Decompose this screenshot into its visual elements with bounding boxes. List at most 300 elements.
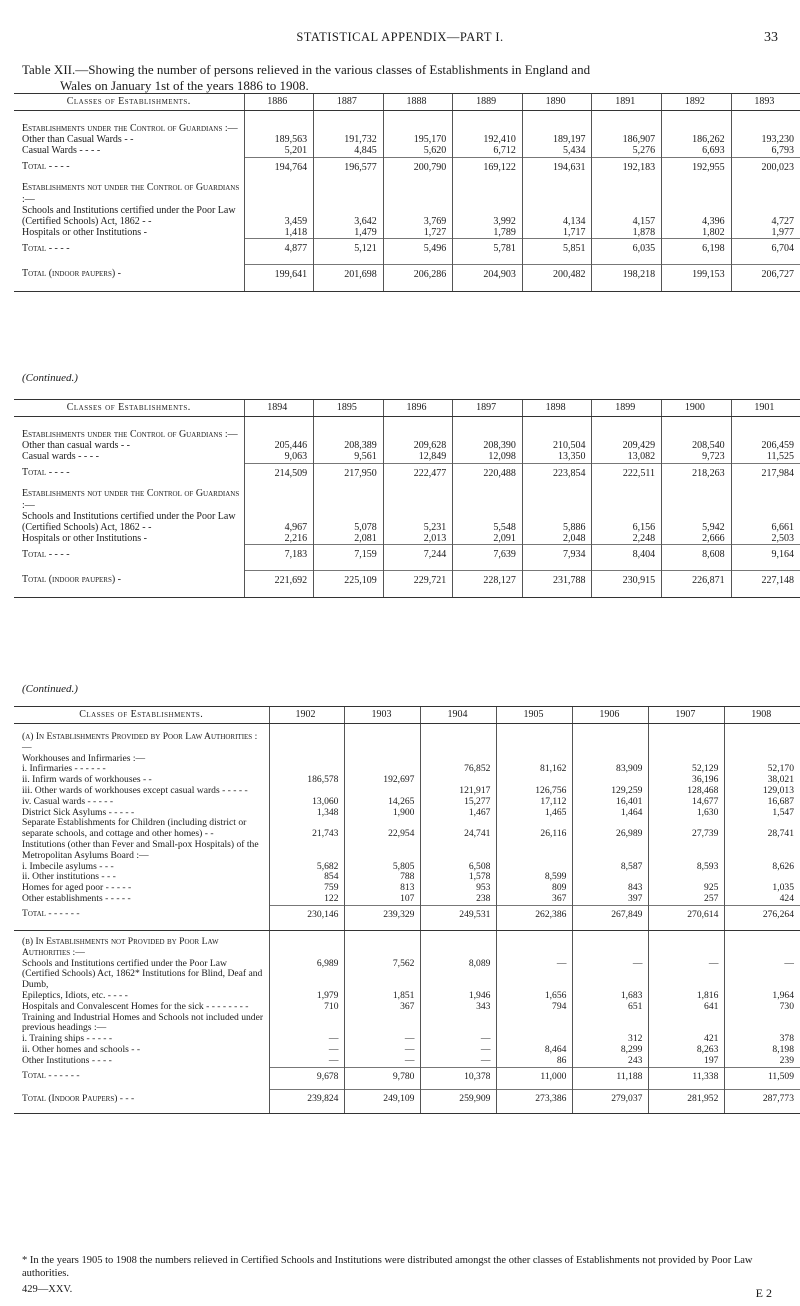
cell: 231,788 [522, 570, 592, 598]
year-header: 1899 [592, 400, 662, 417]
cell: 16,687 [725, 797, 800, 808]
table-row [14, 894, 800, 905]
row-label: Other establishments - - - - - [22, 892, 131, 904]
row-label: Casual Wards - - - - [22, 145, 101, 157]
cell: 7,562 [345, 959, 421, 991]
cell: 239,329 [345, 905, 421, 930]
cell: 5,434 [522, 145, 592, 157]
group-heading: Establishments not under the Control of Guardians :— [22, 182, 240, 205]
row-label: Total - - - - [22, 548, 70, 560]
cell: 218,263 [662, 463, 732, 488]
cell: — [269, 1056, 345, 1067]
cell: 200,482 [522, 264, 592, 292]
cell: 13,082 [592, 451, 662, 463]
cell: 3,769 [383, 205, 453, 227]
cell: 5,682 [269, 862, 345, 873]
cell: 13,350 [522, 451, 592, 463]
table-title [22, 62, 792, 94]
cell: 249,531 [421, 905, 497, 930]
running-header [0, 30, 800, 50]
cell: 5,942 [662, 511, 732, 533]
cell: 5,886 [522, 511, 592, 533]
row-label: Total - - - - [22, 242, 70, 254]
group-heading: Establishments not under the Control of Guardians :— [22, 488, 240, 511]
cell: 7,934 [522, 545, 592, 570]
cell: 221,692 [244, 570, 314, 598]
cell: 196,577 [314, 157, 384, 182]
cell: 192,955 [662, 157, 732, 182]
year-header: 1902 [269, 707, 345, 724]
cell: 169,122 [453, 157, 523, 182]
cell: 204,903 [453, 264, 523, 292]
cell: 186,262 [662, 134, 732, 145]
cell: 2,248 [592, 533, 662, 545]
cell: 17,112 [497, 797, 573, 808]
cell: 129,259 [573, 786, 649, 797]
cell: 52,129 [649, 764, 725, 775]
cell: 259,909 [421, 1090, 497, 1113]
row-label: Separate Establishments for Children (including district or separate schools, and cottage and other homes) - - [22, 817, 247, 840]
cell: 217,984 [731, 463, 800, 488]
cell: 107 [345, 894, 421, 905]
cell: 192,697 [345, 775, 421, 786]
cell: 1,878 [592, 227, 662, 239]
group-heading: Establishments under the Control of Guardians :— [22, 123, 238, 134]
year-header: 1891 [592, 94, 662, 111]
cell: 641 [649, 1002, 725, 1013]
cell: 5,620 [383, 145, 453, 157]
cell: 424 [725, 894, 800, 905]
cell: 6,693 [662, 145, 732, 157]
table-row [14, 818, 800, 840]
cell: 199,641 [244, 264, 314, 292]
cell: — [421, 1056, 497, 1067]
cell: 9,723 [662, 451, 732, 463]
continued-note: (Continued.) [22, 683, 78, 695]
cell: 21,743 [269, 818, 345, 840]
cell: 5,851 [522, 239, 592, 264]
cell: 1,630 [649, 808, 725, 819]
cell: 8,198 [725, 1045, 800, 1056]
cell: 759 [269, 883, 345, 894]
table-title-line2: Wales on January 1st of the years 1886 to 1908. [60, 78, 309, 93]
cell: 6,156 [592, 511, 662, 533]
cell: 8,599 [497, 872, 573, 883]
cell: 1,964 [725, 991, 800, 1002]
cell: 2,503 [731, 533, 800, 545]
cell: 8,593 [649, 862, 725, 873]
total-row [14, 239, 800, 264]
cell: 9,063 [244, 451, 314, 463]
cell: — [421, 1045, 497, 1056]
cell: 4,877 [244, 239, 314, 264]
year-header: 1904 [421, 707, 497, 724]
cell: 9,164 [731, 545, 800, 570]
row-label: Total (indoor paupers) - [14, 264, 244, 292]
cell: 2,216 [244, 533, 314, 545]
cell: 126,756 [497, 786, 573, 797]
cell: 238 [421, 894, 497, 905]
cell: 205,446 [244, 440, 314, 451]
group-heading: (b) In Establishments not Provided by Poor Law Authorities :— [22, 936, 219, 958]
year-header: 1896 [383, 400, 453, 417]
cell: 195,170 [383, 134, 453, 145]
cell: 5,548 [453, 511, 523, 533]
cell: 12,098 [453, 451, 523, 463]
cell: 210,504 [522, 440, 592, 451]
row-label: i. Infirmaries - - - - - - [22, 763, 106, 775]
cell: 200,790 [383, 157, 453, 182]
cell: 312 [573, 1034, 649, 1045]
cell: 5,496 [383, 239, 453, 264]
cell: 5,276 [592, 145, 662, 157]
row-label: Schools and Institutions certified under the Poor Law (Certified Schools) Act, 1862* Institutions for Blind, Deaf and Dumb, [22, 957, 263, 991]
cell: 121,917 [421, 786, 497, 797]
cell: 1,683 [573, 991, 649, 1002]
cell: 14,265 [345, 797, 421, 808]
row-label: Total (Indoor Paupers) - - - [14, 1090, 269, 1113]
cell: 52,170 [725, 764, 800, 775]
cell: 8,587 [573, 862, 649, 873]
cell: — [573, 959, 649, 991]
cell: 4,845 [314, 145, 384, 157]
cell: 6,793 [731, 145, 800, 157]
cell: 26,989 [573, 818, 649, 840]
cell: 6,704 [731, 239, 800, 264]
cell: — [269, 1034, 345, 1045]
row-label: Schools and Institutions certified under the Poor Law (Certified Schools) Act, 1862 - - [22, 510, 236, 533]
cell: 128,468 [649, 786, 725, 797]
cell: 1,467 [421, 808, 497, 819]
total-row [14, 1067, 800, 1090]
cell: 7,183 [244, 545, 314, 570]
cell: 214,509 [244, 463, 314, 488]
cell: 8,608 [662, 545, 732, 570]
cell: 222,511 [592, 463, 662, 488]
cell: 8,464 [497, 1045, 573, 1056]
cell: 788 [345, 872, 421, 883]
cell: 249,109 [345, 1090, 421, 1113]
table-row [14, 451, 800, 463]
cell: 243 [573, 1056, 649, 1067]
table-row [14, 440, 800, 451]
cell: 10,378 [421, 1067, 497, 1090]
cell: — [497, 959, 573, 991]
cell: 2,048 [522, 533, 592, 545]
cell: 925 [649, 883, 725, 894]
cell: 11,525 [731, 451, 800, 463]
cell: 8,263 [649, 1045, 725, 1056]
cell: 6,198 [662, 239, 732, 264]
cell: 11,000 [497, 1067, 573, 1090]
cell: 854 [269, 872, 345, 883]
year-header: 1905 [497, 707, 573, 724]
subgroup-heading: Institutions (other than Fever and Small-pox Hospitals) of the Metropolitan Asylums Board :— [22, 838, 259, 861]
cell: 27,739 [649, 818, 725, 840]
row-label: Hospitals and Convalescent Homes for the sick - - - - - - - - [22, 1000, 249, 1012]
cell: — [649, 959, 725, 991]
cell: 2,666 [662, 533, 732, 545]
cell: 843 [573, 883, 649, 894]
year-header: 1895 [314, 400, 384, 417]
cell: 378 [725, 1034, 800, 1045]
cell: 5,231 [383, 511, 453, 533]
group-heading: (a) In Establishments Provided by Poor Law Authorities :— [22, 731, 258, 753]
cell: 192,183 [592, 157, 662, 182]
cell: 1,979 [269, 991, 345, 1002]
cell: 6,712 [453, 145, 523, 157]
row-label: i. Imbecile asylums - - - [22, 860, 114, 872]
cell: 2,091 [453, 533, 523, 545]
cell: 367 [497, 894, 573, 905]
cell: 81,162 [497, 764, 573, 775]
cell: 5,121 [314, 239, 384, 264]
cell: 230,915 [592, 570, 662, 598]
cell: 1,418 [244, 227, 314, 239]
cell: 813 [345, 883, 421, 894]
cell: 730 [725, 1002, 800, 1013]
cell: 206,459 [731, 440, 800, 451]
row-label: Total - - - - [22, 161, 70, 173]
cell: 267,849 [573, 905, 649, 930]
row-label: Hospitals or other Institutions - [22, 533, 147, 545]
cell: 1,977 [731, 227, 800, 239]
cell: 343 [421, 1002, 497, 1013]
cell: 189,563 [244, 134, 314, 145]
year-header: 1907 [649, 707, 725, 724]
table-title-line1: Table XII.—Showing the number of persons relieved in the various classes of Establishments in England and [22, 62, 591, 77]
grand-total-row [14, 264, 800, 292]
cell: 13,060 [269, 797, 345, 808]
cell: 16,401 [573, 797, 649, 808]
cell: 200,023 [731, 157, 800, 182]
cell: 6,989 [269, 959, 345, 991]
cell: 281,952 [649, 1090, 725, 1113]
total-row [14, 463, 800, 488]
cell: 1,802 [662, 227, 732, 239]
cell: 3,992 [453, 205, 523, 227]
cell: 201,698 [314, 264, 384, 292]
total-row [14, 905, 800, 930]
table-1886-1893 [14, 93, 800, 292]
table-row [14, 511, 800, 533]
cell: 4,134 [522, 205, 592, 227]
cell: 1,035 [725, 883, 800, 894]
cell: 1,946 [421, 991, 497, 1002]
cell: 225,109 [314, 570, 384, 598]
year-header: 1894 [244, 400, 314, 417]
cell: 9,780 [345, 1067, 421, 1090]
cell: 8,089 [421, 959, 497, 991]
cell: 287,773 [725, 1090, 800, 1113]
cell: 1,900 [345, 808, 421, 819]
cell: 186,907 [592, 134, 662, 145]
row-label: Total - - - - - - [14, 905, 269, 930]
year-header: 1906 [573, 707, 649, 724]
cell: 953 [421, 883, 497, 894]
year-header: 1900 [662, 400, 732, 417]
row-label: iii. Other wards of workhouses except casual wards - - - - - [22, 784, 248, 796]
table-row [14, 205, 800, 227]
total-row [14, 545, 800, 570]
cell: — [269, 1045, 345, 1056]
cell: 229,721 [383, 570, 453, 598]
cell: — [345, 1056, 421, 1067]
cell: 262,386 [497, 905, 573, 930]
cell: 4,157 [592, 205, 662, 227]
continued-note: (Continued.) [22, 372, 78, 384]
row-label: i. Training ships - - - - - [22, 1033, 113, 1045]
row-label: ii. Infirm wards of workhouses - - [22, 774, 152, 786]
cell: 1,479 [314, 227, 384, 239]
cell: 24,741 [421, 818, 497, 840]
running-title: STATISTICAL APPENDIX—PART I. [296, 30, 504, 44]
cell: 1,789 [453, 227, 523, 239]
print-code: 429—XXV. [22, 1284, 73, 1295]
cell: 228,127 [453, 570, 523, 598]
cell: 7,244 [383, 545, 453, 570]
cell: 1,717 [522, 227, 592, 239]
cell: 1,851 [345, 991, 421, 1002]
col-header: Classes of Establishments. [14, 400, 244, 417]
cell: 28,741 [725, 818, 800, 840]
row-label: Other Institutions - - - - [22, 1054, 112, 1066]
year-header: 1903 [345, 707, 421, 724]
cell: 239,824 [269, 1090, 345, 1113]
table-row [14, 533, 800, 545]
cell: 76,852 [421, 764, 497, 775]
table-row [14, 145, 800, 157]
cell: 8,626 [725, 862, 800, 873]
cell: 6,661 [731, 511, 800, 533]
cell: 198,218 [592, 264, 662, 292]
cell: 208,540 [662, 440, 732, 451]
cell: 3,459 [244, 205, 314, 227]
cell: 208,390 [453, 440, 523, 451]
row-label: Other than Casual Wards - - [22, 134, 134, 146]
cell: 6,508 [421, 862, 497, 873]
cell: 651 [573, 1002, 649, 1013]
cell: 226,871 [662, 570, 732, 598]
cell: 206,727 [731, 264, 800, 292]
subgroup-heading: Training and Industrial Homes and Schools not included under previous headings :— [22, 1011, 264, 1034]
cell: — [345, 1034, 421, 1045]
cell: 192,410 [453, 134, 523, 145]
cell: 11,338 [649, 1067, 725, 1090]
cell: 129,013 [725, 786, 800, 797]
cell: 191,732 [314, 134, 384, 145]
cell: 7,639 [453, 545, 523, 570]
cell: 1,656 [497, 991, 573, 1002]
cell: 3,642 [314, 205, 384, 227]
cell: 83,909 [573, 764, 649, 775]
cell: 208,389 [314, 440, 384, 451]
row-label: Total - - - - - - [22, 1070, 80, 1082]
cell: 6,035 [592, 239, 662, 264]
row-label: Schools and Institutions certified under the Poor Law (Certified Schools) Act, 1862 - - [22, 204, 236, 227]
cell: 197 [649, 1056, 725, 1067]
cell: 2,081 [314, 533, 384, 545]
group-heading: Establishments under the Control of Guardians :— [22, 429, 238, 440]
cell: 186,578 [269, 775, 345, 786]
cell: 273,386 [497, 1090, 573, 1113]
cell: 14,677 [649, 797, 725, 808]
table-row [14, 1056, 800, 1067]
total-row [14, 157, 800, 182]
cell: 421 [649, 1034, 725, 1045]
year-header: 1888 [383, 94, 453, 111]
cell: 199,153 [662, 264, 732, 292]
cell: 11,188 [573, 1067, 649, 1090]
cell: 209,429 [592, 440, 662, 451]
cell: 257 [649, 894, 725, 905]
cell: 239 [725, 1056, 800, 1067]
table-row [14, 959, 800, 991]
cell: 230,146 [269, 905, 345, 930]
grand-total-row [14, 570, 800, 598]
cell: 217,950 [314, 463, 384, 488]
cell: 276,264 [725, 905, 800, 930]
cell: 1,348 [269, 808, 345, 819]
cell: 397 [573, 894, 649, 905]
cell: 710 [269, 1002, 345, 1013]
cell: 9,561 [314, 451, 384, 463]
cell: 1,547 [725, 808, 800, 819]
cell: 5,781 [453, 239, 523, 264]
row-label: Epileptics, Idiots, etc. - - - - [22, 990, 128, 1002]
row-label: Hospitals or other Institutions - [22, 227, 147, 239]
cell: 367 [345, 1002, 421, 1013]
cell: 9,678 [269, 1067, 345, 1090]
cell: 36,196 [649, 775, 725, 786]
row-label: Total (indoor paupers) - [14, 570, 244, 598]
cell: 26,116 [497, 818, 573, 840]
cell: 220,488 [453, 463, 523, 488]
cell: 1,727 [383, 227, 453, 239]
year-header: 1901 [731, 400, 800, 417]
cell: 222,477 [383, 463, 453, 488]
cell: 12,849 [383, 451, 453, 463]
cell: 4,967 [244, 511, 314, 533]
cell: — [345, 1045, 421, 1056]
col-header: Classes of Establishments. [14, 707, 269, 724]
year-header: 1892 [662, 94, 732, 111]
table-row [14, 797, 800, 808]
cell: 5,078 [314, 511, 384, 533]
footnote: * In the years 1905 to 1908 the numbers relieved in Certified Schools and Institutions were distributed amongst the other classes of Establishments not provided by Poor Law authorities. [22, 1255, 753, 1279]
grand-total-row [14, 1090, 800, 1113]
row-label: ii. Other institutions - - - [22, 871, 116, 883]
year-header: 1893 [731, 94, 800, 111]
cell: 193,230 [731, 134, 800, 145]
cell: 194,631 [522, 157, 592, 182]
cell: 4,396 [662, 205, 732, 227]
cell: 8,404 [592, 545, 662, 570]
cell: 189,197 [522, 134, 592, 145]
cell: 270,614 [649, 905, 725, 930]
cell: 22,954 [345, 818, 421, 840]
table-1902-1908 [14, 706, 800, 1114]
cell: 7,159 [314, 545, 384, 570]
cell: — [421, 1034, 497, 1045]
cell: 5,201 [244, 145, 314, 157]
cell: 279,037 [573, 1090, 649, 1113]
cell: 86 [497, 1056, 573, 1067]
cell: 5,805 [345, 862, 421, 873]
cell: 122 [269, 894, 345, 905]
cell: 11,509 [725, 1067, 800, 1090]
row-label: Total - - - - [22, 467, 70, 479]
